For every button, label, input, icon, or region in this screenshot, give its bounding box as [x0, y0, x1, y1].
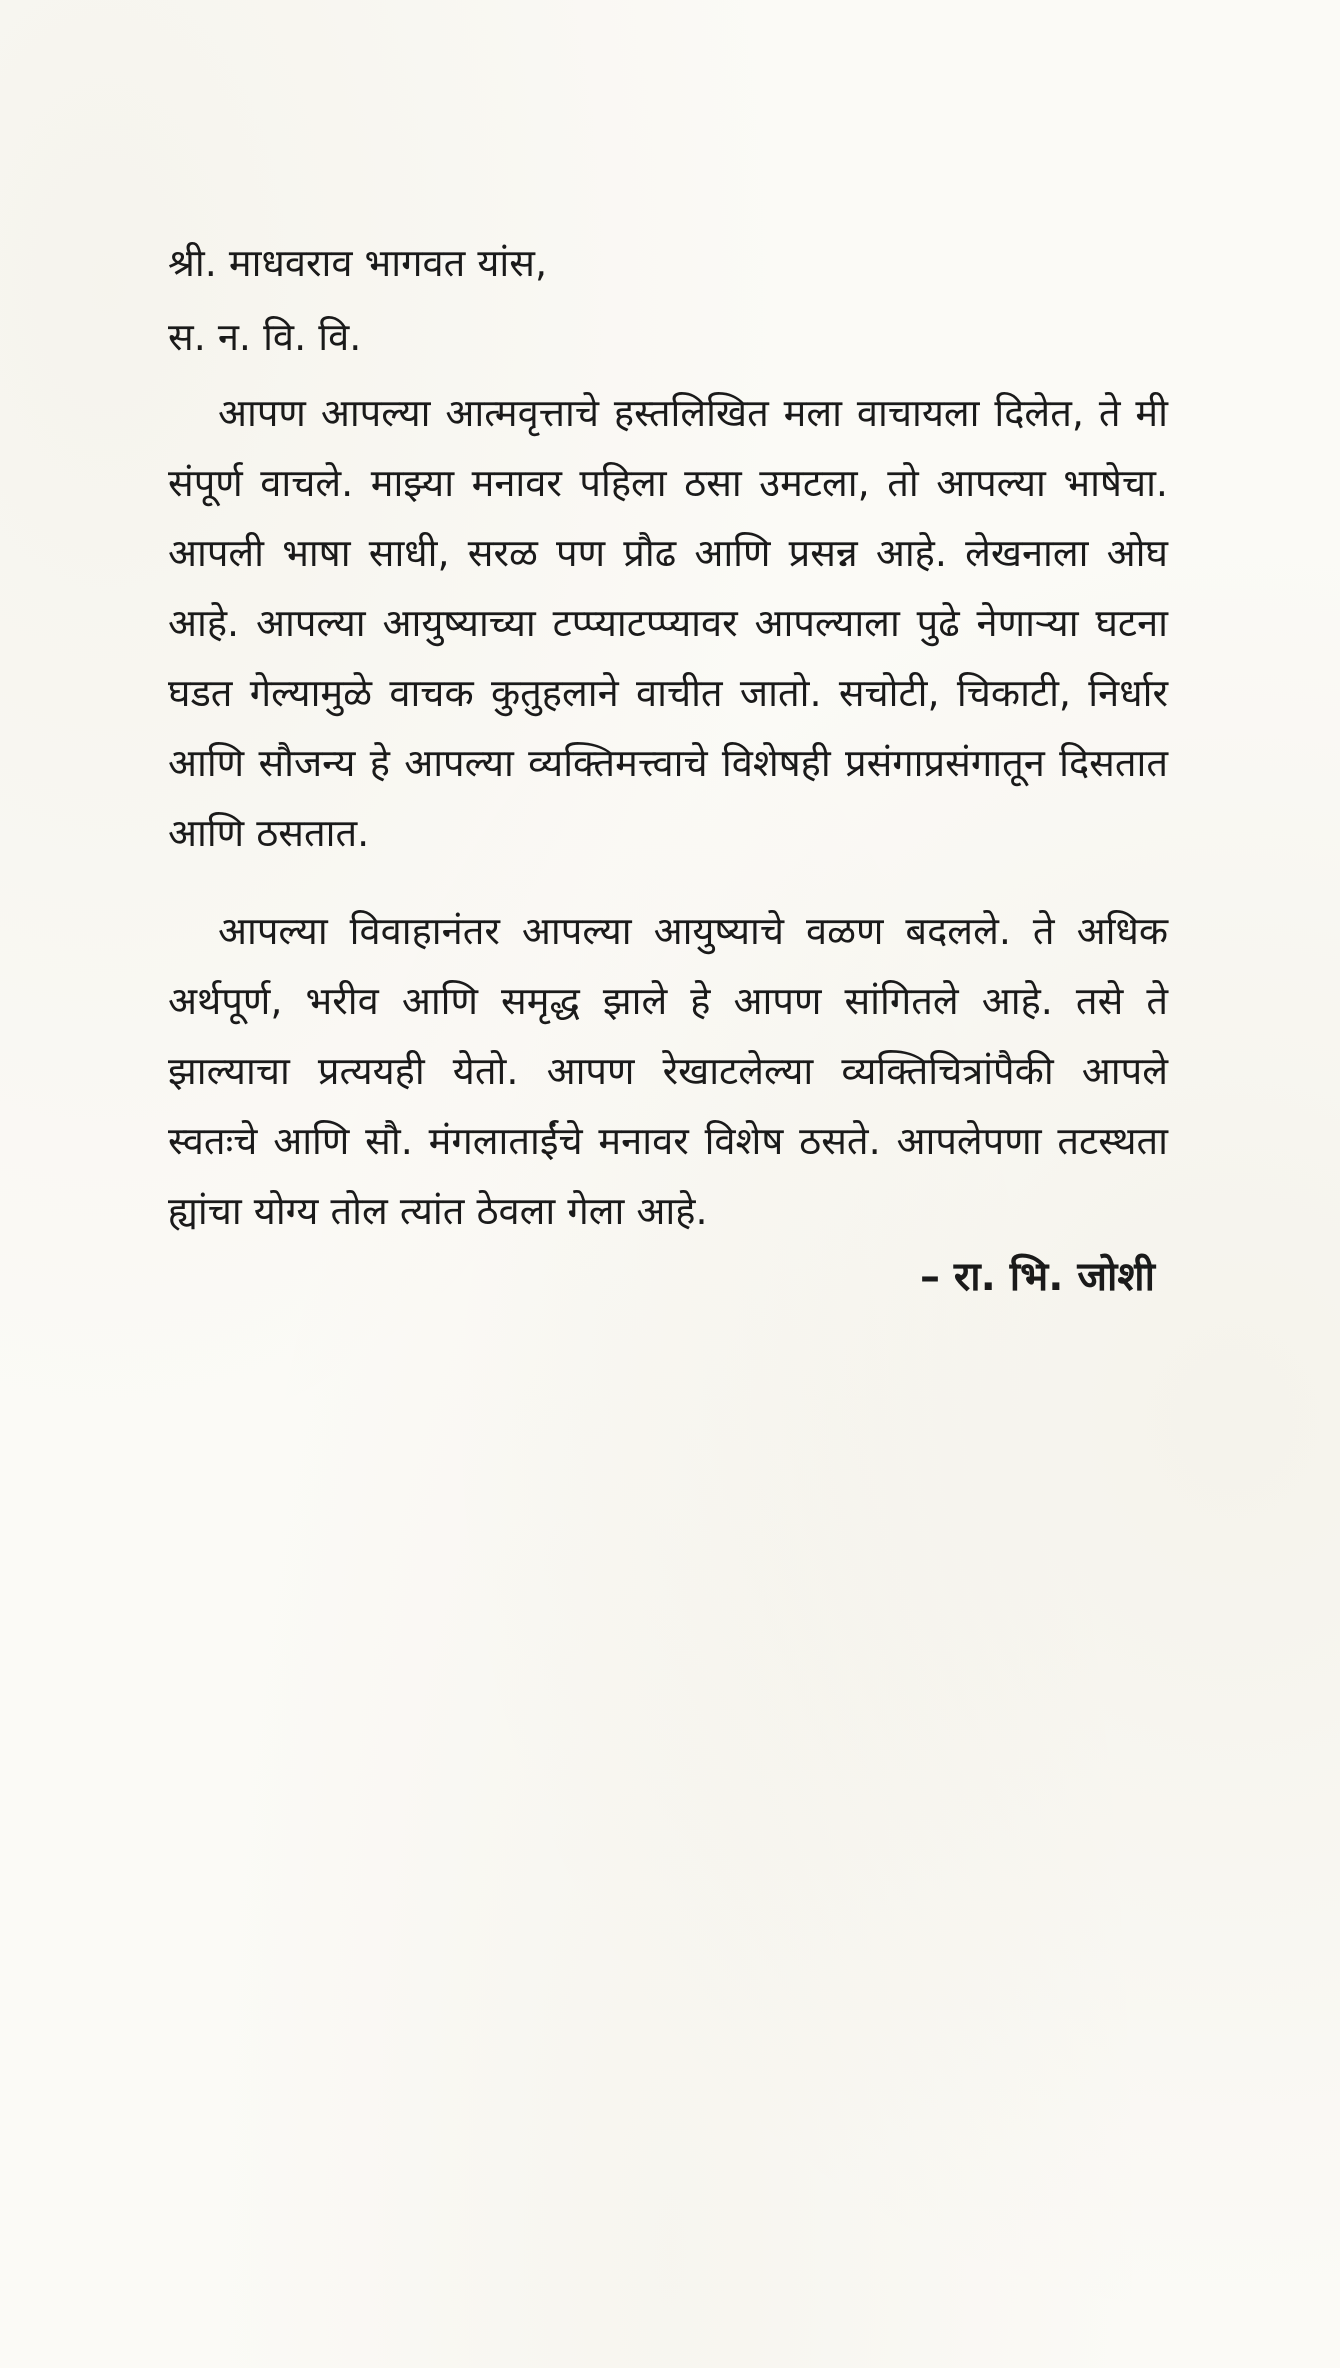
salutation: श्री. माधवराव भागवत यांस,: [168, 241, 548, 285]
paragraph-1: आपण आपल्या आत्मवृत्ताचे हस्तलिखित मला वाचायला दिलेत, ते मी संपूर्ण वाचले. माझ्या मनावर पहिला ठसा उमटला, तो आपल्या भाषेचा. आपली भाषा साधी, सरळ पण प्रौढ आणि प्रसन्न आहे. लेखनाला ओघ आहे. आपल्या आयुष्याच्या टप्प्याटप्प्यावर आपल्याला पुढे नेणाऱ्या घटना घडत गेल्यामुळे वाचक कुतुहलाने वाचीत जातो. सचोटी, चिकाटी, निर्धार आणि सौजन्य हे आपल्या व्यक्तिमत्त्वाचे विशेषही प्रसंगाप्रसंगातून दिसतात आणि ठसतात.: [168, 391, 1168, 855]
paragraph-2: आपल्या विवाहानंतर आपल्या आयुष्याचे वळण बदलले. ते अधिक अर्थपूर्ण, भरीव आणि समृद्ध झाले हे आपण सांगितले आहे. तसे ते झाल्याचा प्रत्ययही येतो. आपण रेखाटलेल्या व्यक्तिचित्रांपैकी आपले स्वतःचे आणि सौ. मंगलाताईंचे मनावर विशेष ठसते. आपलेपणा तटस्थता ह्यांचा योग्य तोल त्यांत ठेवला गेला आहे.: [168, 909, 1168, 1233]
greeting: स. न. वि. वि.: [168, 315, 362, 359]
letter-body: [168, 228, 1168, 1246]
signature: – रा. भि. जोशी: [920, 1254, 1155, 1300]
